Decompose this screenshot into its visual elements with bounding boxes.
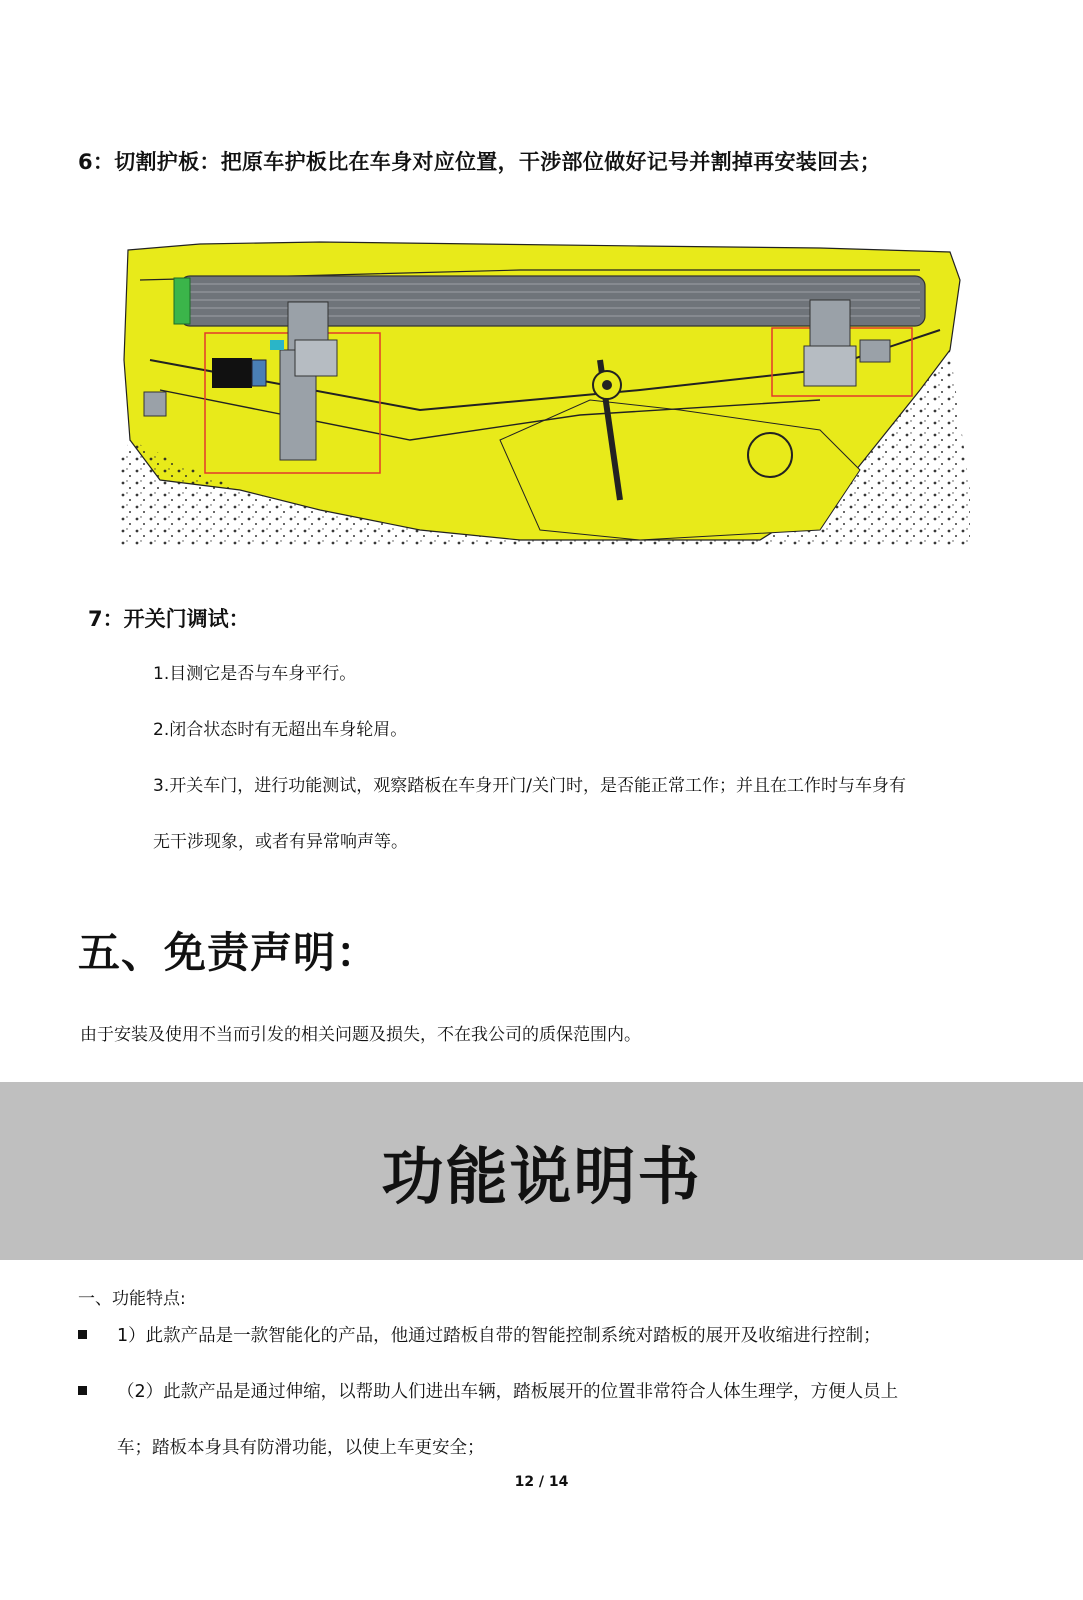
disclaimer-text: 由于安装及使用不当而引发的相关问题及损失，不在我公司的质保范围内。 — [80, 1025, 641, 1045]
features-heading: 一、功能特点: — [78, 1289, 186, 1309]
step6-text: 6：切割护板：把原车护板比在车身对应位置，干涉部位做好记号并割掉再安装回去； — [78, 150, 882, 174]
underbody-diagram-image — [120, 240, 970, 546]
manual-title-banner — [0, 1082, 1083, 1260]
step7-item-1: 1.目测它是否与车身平行。 — [153, 664, 357, 684]
step7-item-2: 2.闭合状态时有无超出车身轮眉。 — [153, 720, 408, 740]
step7-item-3: 3.开关车门，进行功能测试，观察踏板在车身开门/关门时，是否能正常工作；并且在工作时与车身有 — [153, 776, 906, 796]
step7-title: 7：开关门调试： — [88, 607, 250, 631]
step7-item-3-cont: 无干涉现象，或者有异常响声等。 — [153, 832, 408, 852]
page-number: 12 / 14 — [514, 1474, 569, 1490]
feature-2-text: （2）此款产品是通过伸缩，以帮助人们进出车辆，踏板展开的位置非常符合人体生理学，方便人员上 — [117, 1382, 899, 1402]
feature-1-text: 1）此款产品是一款智能化的产品，他通过踏板自带的智能控制系统对踏板的展开及收缩进行控制； — [117, 1326, 881, 1346]
section5-heading: 五、免责声明： — [78, 928, 380, 977]
feature-2-text-cont: 车；踏板本身具有防滑功能，以使上车更安全； — [117, 1438, 485, 1458]
bullet-icon — [78, 1330, 87, 1339]
manual-title: 功能说明书 — [381, 1139, 702, 1213]
rail-end-cap-left — [174, 278, 190, 324]
bullet-icon — [78, 1386, 87, 1395]
